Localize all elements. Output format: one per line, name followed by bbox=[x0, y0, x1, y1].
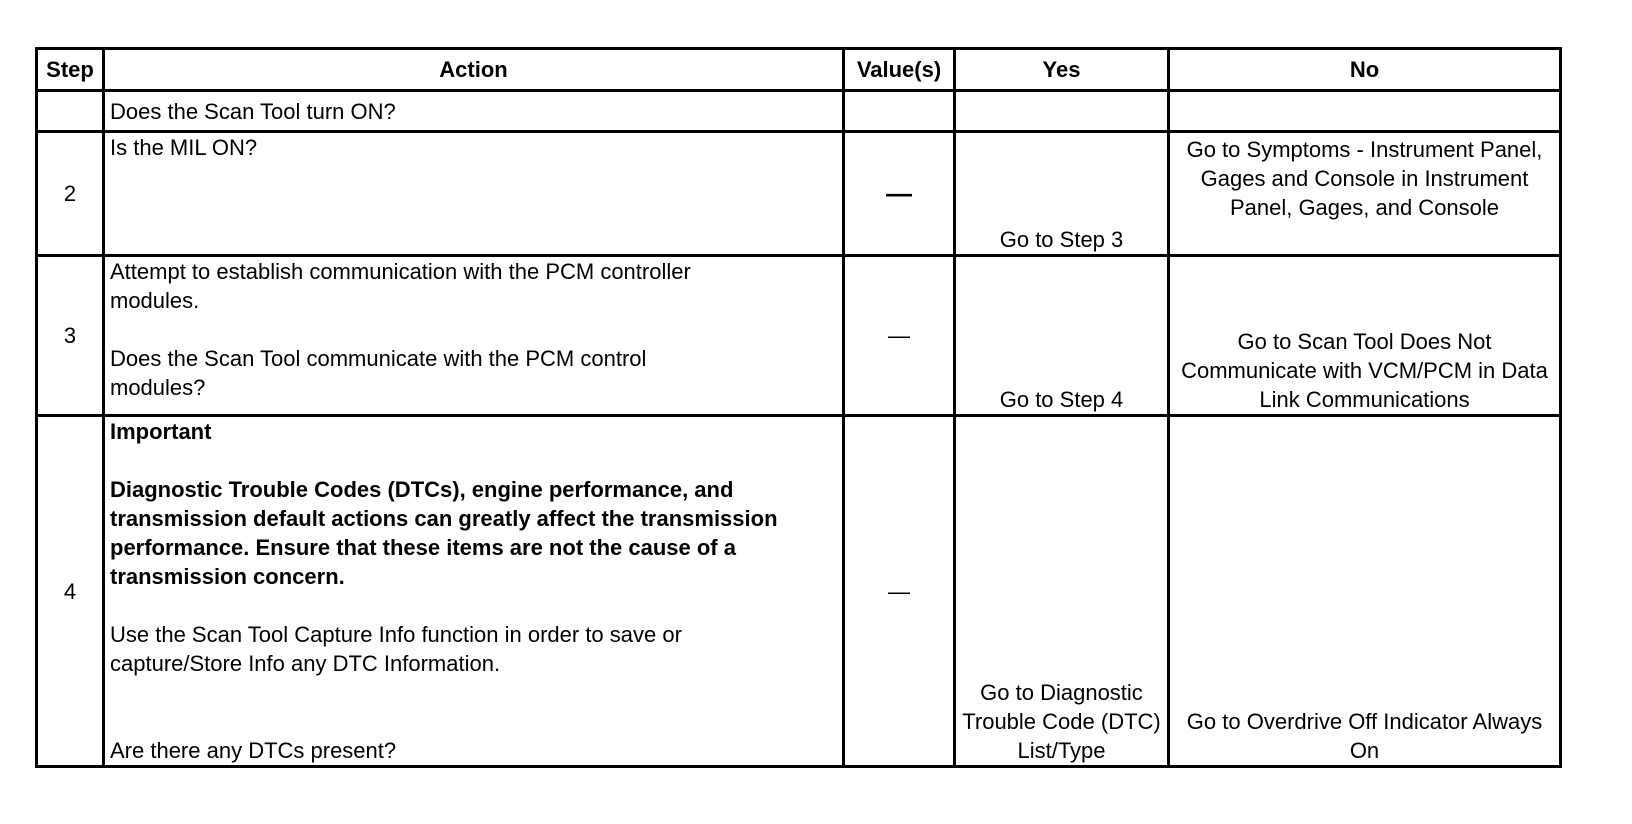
action-text: Are there any DTCs present? bbox=[110, 738, 397, 763]
action-text: Is the MIL ON? bbox=[110, 135, 258, 160]
action-text: Does the Scan Tool communicate with the PCM control modules? bbox=[110, 346, 647, 400]
step-cell bbox=[37, 91, 104, 132]
yes-cell bbox=[955, 91, 1169, 132]
table-row bbox=[37, 256, 1561, 416]
yes-cell: Go to Diagnostic Trouble Code (DTC) List/Type bbox=[955, 416, 1169, 767]
action-text: Does the Scan Tool turn ON? bbox=[110, 98, 396, 124]
action-text: Attempt to establish communication with the PCM controller modules. bbox=[110, 259, 691, 313]
no-cell: Go to Symptoms - Instrument Panel, Gages and Console in Instrument Panel, Gages, and Console bbox=[1169, 132, 1561, 256]
action-cell bbox=[104, 416, 844, 767]
no-cell: Go to Overdrive Off Indicator Always On bbox=[1169, 416, 1561, 767]
important-text: Diagnostic Trouble Codes (DTCs), engine performance, and transmission default actions can greatly affect the transmission performance. Ensure that these items are not the cause of a transmission concern. bbox=[110, 477, 778, 589]
value-cell: — bbox=[844, 256, 955, 416]
diagnostic-table bbox=[35, 47, 1562, 768]
table-row bbox=[37, 416, 1561, 767]
header-yes: Yes bbox=[955, 49, 1169, 91]
step-cell: 2 bbox=[37, 132, 104, 256]
header-values: Value(s) bbox=[844, 49, 955, 91]
header-row bbox=[37, 49, 1561, 91]
action-cell bbox=[104, 91, 844, 132]
action-text: Use the Scan Tool Capture Info function in order to save or capture/Store Info any DTC Information. bbox=[110, 622, 682, 676]
header-action: Action bbox=[104, 49, 844, 91]
value-cell bbox=[844, 91, 955, 132]
header-no: No bbox=[1169, 49, 1561, 91]
table-row bbox=[37, 132, 1561, 256]
yes-cell: Go to Step 4 bbox=[955, 256, 1169, 416]
important-title: Important bbox=[110, 419, 212, 444]
value-cell: — bbox=[844, 132, 955, 256]
value-cell: — bbox=[844, 416, 955, 767]
step-cell: 4 bbox=[37, 416, 104, 767]
step-cell: 3 bbox=[37, 256, 104, 416]
action-cell bbox=[104, 132, 844, 256]
header-step: Step bbox=[37, 49, 104, 91]
table-row bbox=[37, 91, 1561, 132]
yes-cell: Go to Step 3 bbox=[955, 132, 1169, 256]
no-cell bbox=[1169, 91, 1561, 132]
action-cell bbox=[104, 256, 844, 416]
no-cell: Go to Scan Tool Does Not Communicate with VCM/PCM in Data Link Communications bbox=[1169, 256, 1561, 416]
